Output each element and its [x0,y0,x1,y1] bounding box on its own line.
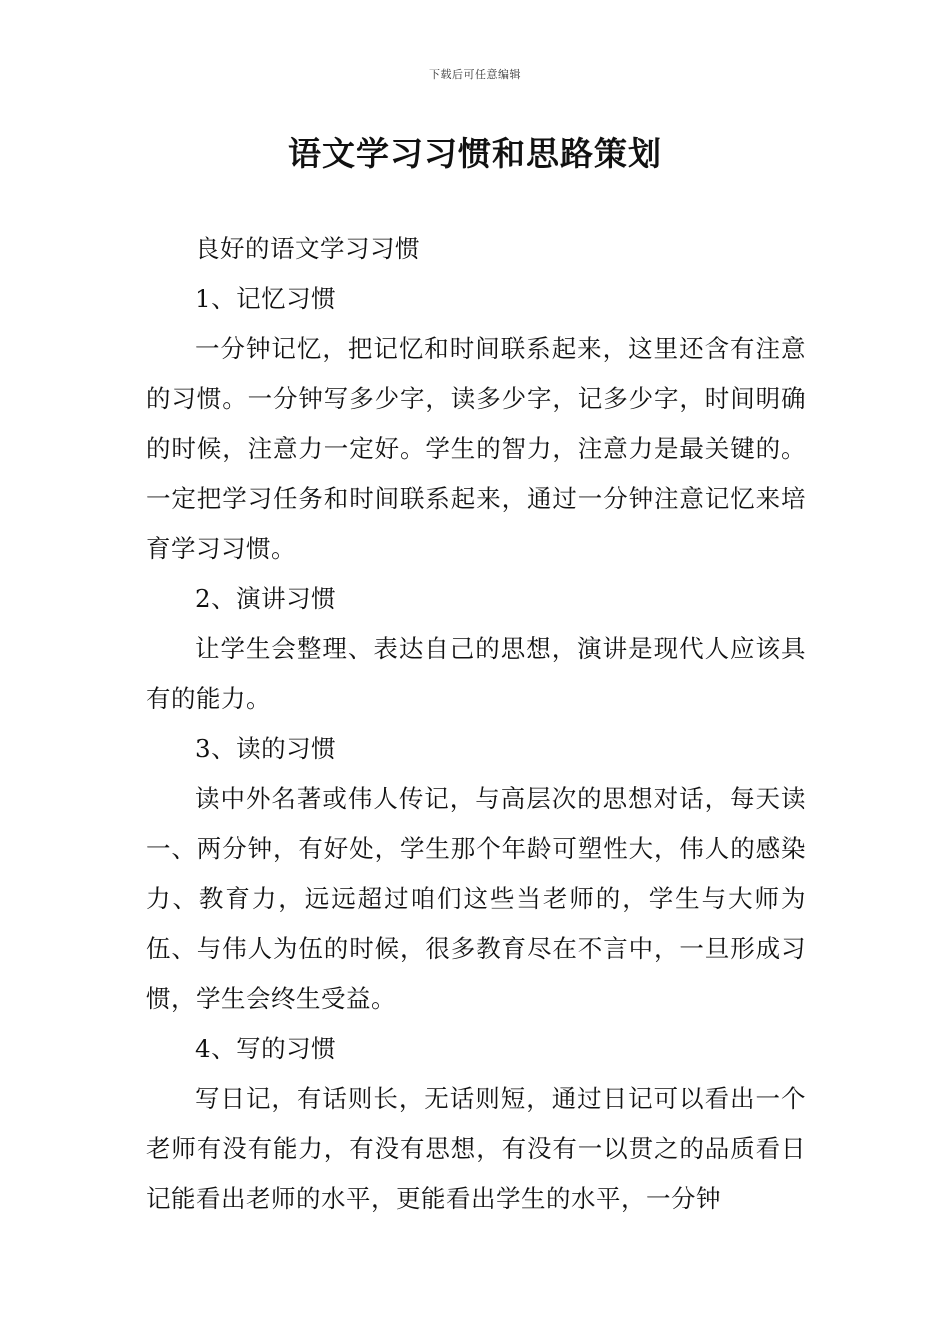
header-note: 下载后可任意编辑 [429,68,521,81]
section-heading-speech: 2、演讲习惯 [195,584,337,613]
section-heading-writing: 4、写的习惯 [195,1034,337,1063]
paragraph-speech: 让学生会整理、表达自己的思想，演讲是现代人应该具有的能力。 [146,634,806,713]
section-heading-reading: 3、读的习惯 [195,734,337,763]
section-heading-memory: 1、记忆习惯 [195,284,337,313]
section-heading-good-habits: 良好的语文学习习惯 [195,234,420,263]
paragraph-memory: 一分钟记忆，把记忆和时间联系起来，这里还含有注意的习惯。一分钟写多少字，读多少字，记多少字，时间明确的时候，注意力一定好。学生的智力，注意力是最关键的。一定把学习任务和时间联系起来，通过一分钟注意记忆来培育学习习惯。 [146,334,806,563]
document-body [146,224,806,1224]
paragraph-reading: 读中外名著或伟人传记，与高层次的思想对话，每天读一、两分钟，有好处，学生那个年龄可塑性大，伟人的感染力、教育力，远远超过咱们这些当老师的，学生与大师为伍、与伟人为伍的时候，很多教育尽在不言中，一旦形成习惯，学生会终生受益。 [146,784,806,1013]
paragraph-writing: 写日记，有话则长，无话则短，通过日记可以看出一个老师有没有能力，有没有思想，有没有一以贯之的品质看日记能看出老师的水平，更能看出学生的水平，一分钟 [146,1084,806,1213]
document-title: 语文学习习惯和思路策划 [288,134,662,173]
